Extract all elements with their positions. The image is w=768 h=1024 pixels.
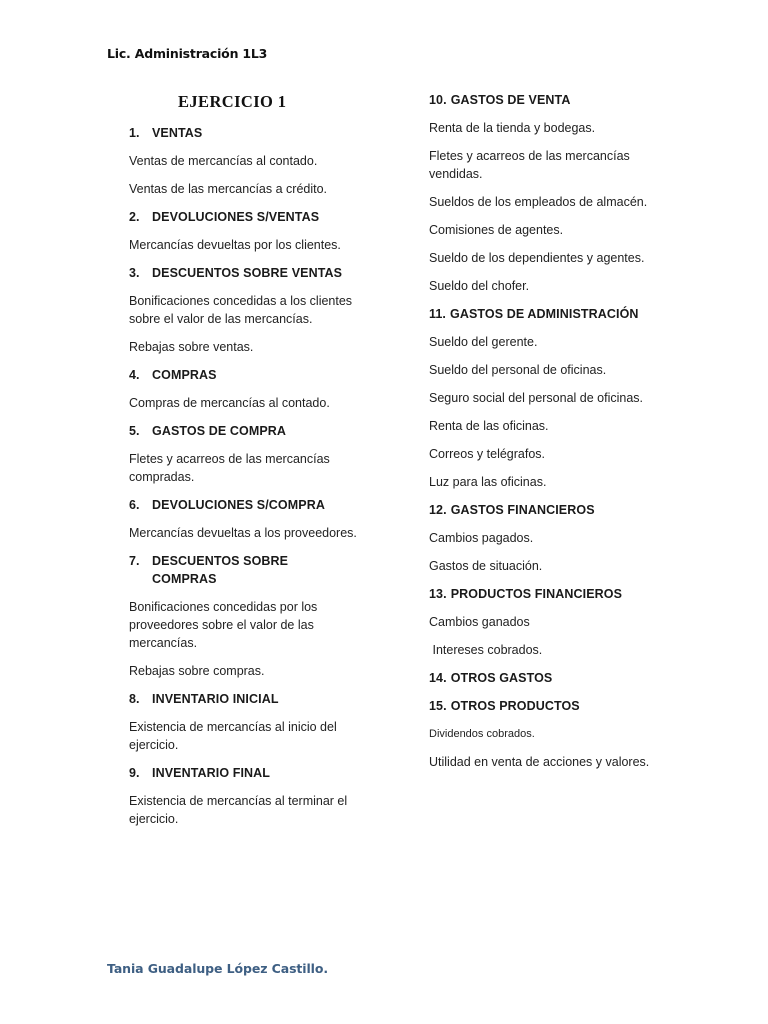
section-otros-gastos <box>429 669 669 687</box>
list-item: Gastos de situación. <box>429 559 543 573</box>
list-item: Seguro social del personal de oficinas. <box>429 391 644 405</box>
section-heading <box>129 764 369 782</box>
list-item: Intereses cobrados. <box>429 643 543 657</box>
section-gastos-compra <box>129 422 369 486</box>
section-number: 1. <box>129 126 140 140</box>
exercise-title: EJERCICIO 1 <box>178 92 287 111</box>
section-gastos-financieros <box>429 501 669 575</box>
section-number: 6. <box>129 498 140 512</box>
list-item: Rebajas sobre compras. <box>129 664 265 678</box>
document-header: Lic. Administración 1L3 <box>107 46 268 61</box>
list-item: Sueldo del chofer. <box>429 279 530 293</box>
list-item: Compras de mercancías al contado. <box>129 396 330 410</box>
section-compras <box>129 366 369 412</box>
section-number: 15. <box>429 699 447 713</box>
left-column <box>129 124 369 838</box>
section-productos-financieros <box>429 585 669 659</box>
section-title: GASTOS FINANCIEROS <box>450 503 595 517</box>
section-heading <box>129 496 369 514</box>
section-heading <box>129 422 369 440</box>
section-number: 9. <box>129 766 140 780</box>
right-column <box>429 91 669 781</box>
section-number: 14. <box>429 671 447 685</box>
list-item: Cambios ganados <box>429 615 530 629</box>
list-item: Bonificaciones concedidas a los clientes sobre el valor de las mercancías. <box>129 294 353 326</box>
section-heading <box>429 669 669 687</box>
section-inventario-final <box>129 764 369 828</box>
section-title: GASTOS DE COMPRA <box>152 424 287 438</box>
section-heading <box>129 124 369 142</box>
section-title: OTROS GASTOS <box>450 671 553 685</box>
section-devoluciones-ventas <box>129 208 369 254</box>
section-number: 4. <box>129 368 140 382</box>
section-number: 10. <box>429 93 447 107</box>
list-item: Renta de las oficinas. <box>429 419 549 433</box>
section-heading <box>129 366 369 384</box>
list-item: Mercancías devueltas por los clientes. <box>129 238 341 252</box>
section-number: 3. <box>129 266 140 280</box>
section-title: DESCUENTOS SOBRE COMPRAS <box>152 554 289 586</box>
section-inventario-inicial <box>129 690 369 754</box>
section-number: 7. <box>129 554 140 568</box>
section-title: GASTOS DE VENTA <box>450 93 571 107</box>
section-title: INVENTARIO FINAL <box>152 766 271 780</box>
section-number: 12. <box>429 503 447 517</box>
section-heading <box>129 264 369 282</box>
list-item: Bonificaciones concedidas por los proveedores sobre el valor de las mercancías. <box>129 600 318 650</box>
list-item: Renta de la tienda y bodegas. <box>429 121 596 135</box>
list-item: Utilidad en venta de acciones y valores. <box>429 755 650 769</box>
section-heading <box>429 305 669 323</box>
section-descuentos-compras <box>129 552 369 680</box>
section-number: 5. <box>129 424 140 438</box>
section-descuentos-ventas <box>129 264 369 356</box>
section-title: VENTAS <box>152 126 203 140</box>
section-number: 2. <box>129 210 140 224</box>
section-title: DEVOLUCIONES S/COMPRA <box>152 498 325 512</box>
section-heading <box>429 585 669 603</box>
author-footer: Tania Guadalupe López Castillo. <box>107 961 328 976</box>
section-title: DESCUENTOS SOBRE VENTAS <box>152 266 343 280</box>
list-item: Sueldo del gerente. <box>429 335 538 349</box>
list-item: Fletes y acarreos de las mercancías compradas. <box>129 452 330 484</box>
section-title: INVENTARIO INICIAL <box>152 692 279 706</box>
section-number: 8. <box>129 692 140 706</box>
list-item: Dividendos cobrados. <box>429 728 535 740</box>
section-heading <box>429 501 669 519</box>
list-item: Ventas de mercancías al contado. <box>129 154 318 168</box>
list-item: Existencia de mercancías al inicio del ejercicio. <box>129 720 337 752</box>
list-item: Mercancías devueltas a los proveedores. <box>129 526 357 540</box>
list-item: Sueldo de los dependientes y agentes. <box>429 251 645 265</box>
section-ventas <box>129 124 369 198</box>
section-heading <box>129 552 312 588</box>
section-title: DEVOLUCIONES S/VENTAS <box>152 210 320 224</box>
section-otros-productos <box>429 697 669 771</box>
section-number: 13. <box>429 587 447 601</box>
list-item: Rebajas sobre ventas. <box>129 340 254 354</box>
section-heading <box>429 91 669 109</box>
section-heading <box>429 697 669 715</box>
section-gastos-venta <box>429 91 669 295</box>
list-item: Fletes y acarreos de las mercancías vendidas. <box>429 149 630 181</box>
section-heading <box>129 208 369 226</box>
list-item: Luz para las oficinas. <box>429 475 547 489</box>
list-item: Sueldos de los empleados de almacén. <box>429 195 648 209</box>
section-number: 11. <box>429 307 446 321</box>
list-item: Existencia de mercancías al terminar el ejercicio. <box>129 794 348 826</box>
section-title: COMPRAS <box>152 368 217 382</box>
section-title: GASTOS DE ADMINISTRACIÓN <box>450 307 639 321</box>
section-devoluciones-compra <box>129 496 369 542</box>
section-title: OTROS PRODUCTOS <box>450 699 580 713</box>
list-item: Correos y telégrafos. <box>429 447 546 461</box>
section-heading <box>129 690 369 708</box>
list-item: Cambios pagados. <box>429 531 534 545</box>
list-item: Sueldo del personal de oficinas. <box>429 363 607 377</box>
section-title: PRODUCTOS FINANCIEROS <box>450 587 623 601</box>
list-item: Comisiones de agentes. <box>429 223 564 237</box>
list-item: Ventas de las mercancías a crédito. <box>129 182 328 196</box>
section-gastos-administracion <box>429 305 669 491</box>
